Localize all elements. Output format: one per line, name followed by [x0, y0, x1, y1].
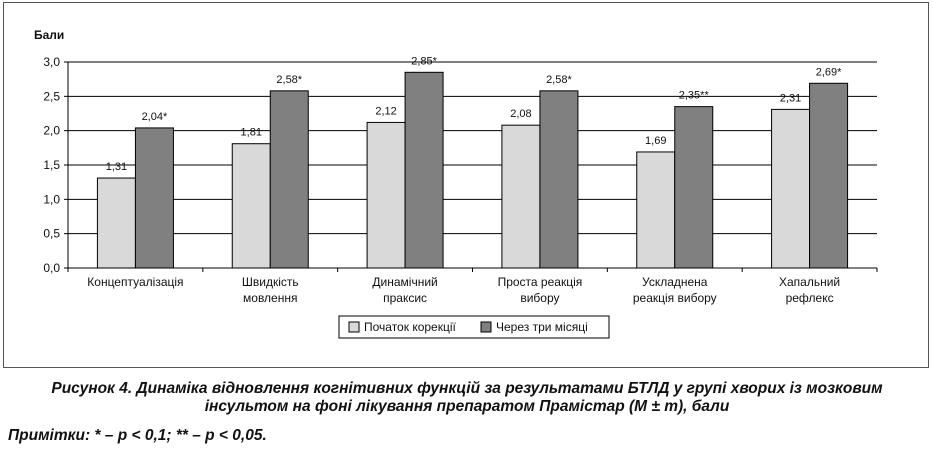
category-label: Швидкість	[241, 275, 299, 289]
data-label: 2,08	[510, 108, 532, 121]
data-label: 2,35**	[678, 89, 709, 102]
bar-baseline	[97, 178, 135, 268]
category-label: Динамічний	[372, 275, 438, 289]
data-label: 2,69*	[815, 66, 842, 79]
category-label: реакція вибору	[632, 291, 717, 305]
category-label: вибору	[520, 291, 560, 305]
y-tick-label: 2,0	[43, 123, 60, 138]
legend-swatch	[481, 322, 491, 332]
bar-followup	[810, 83, 848, 268]
bar-followup	[675, 107, 713, 268]
y-tick-label: 3,0	[43, 55, 60, 69]
category-label: рефлекс	[785, 291, 834, 305]
data-label: 1,31	[105, 161, 128, 174]
y-tick-label: 2,5	[43, 89, 60, 104]
data-label: 2,31	[779, 92, 802, 105]
bar-baseline	[232, 144, 270, 268]
legend-label: Через три місяці	[496, 320, 588, 334]
bar-baseline	[502, 125, 540, 268]
category-label: Концептуалізація	[87, 275, 184, 289]
bar-chart	[4, 3, 928, 367]
bar-followup	[540, 91, 578, 268]
legend-swatch	[349, 322, 359, 332]
y-tick-label: 0,5	[43, 226, 60, 241]
data-label: 2,58*	[276, 73, 303, 86]
figure-note: Примітки: * – p < 0,1; ** – p < 0,05.	[8, 427, 267, 444]
data-label: 1,69	[645, 134, 667, 147]
bar-followup	[270, 91, 308, 268]
category-label: Ускладнена	[642, 275, 708, 289]
bar-followup	[135, 128, 173, 268]
legend-label: Початок корекції	[364, 320, 456, 334]
data-label: 2,04*	[141, 110, 168, 123]
bar-baseline	[637, 152, 675, 268]
bar-followup	[405, 72, 443, 268]
data-label: 2,12	[375, 105, 397, 118]
y-tick-label: 0,0	[43, 261, 60, 275]
y-tick-label: 1,0	[43, 192, 60, 207]
y-axis-label: Бали	[34, 28, 65, 42]
data-label: 2,85*	[411, 55, 437, 68]
category-label: мовлення	[243, 291, 298, 305]
y-tick-label: 1,5	[43, 158, 60, 172]
bar-baseline	[772, 109, 810, 268]
caption-line-2: інсультом на фоні лікування препаратом Прамістар (M ± m), бали	[204, 398, 730, 415]
figure-caption	[8, 380, 926, 416]
caption-line-1: Рисунок 4. Динаміка відновлення когнітивних функцій за результатами БТЛД у групі хворих із мозковим	[51, 380, 883, 397]
category-label: Хапальний	[779, 275, 841, 289]
chart-frame	[3, 2, 929, 368]
bar-baseline	[367, 122, 405, 268]
category-label: праксис	[383, 291, 428, 305]
data-label: 2,58*	[546, 73, 572, 86]
category-label: Проста реакція	[497, 275, 583, 289]
data-label: 1,81	[240, 126, 262, 139]
